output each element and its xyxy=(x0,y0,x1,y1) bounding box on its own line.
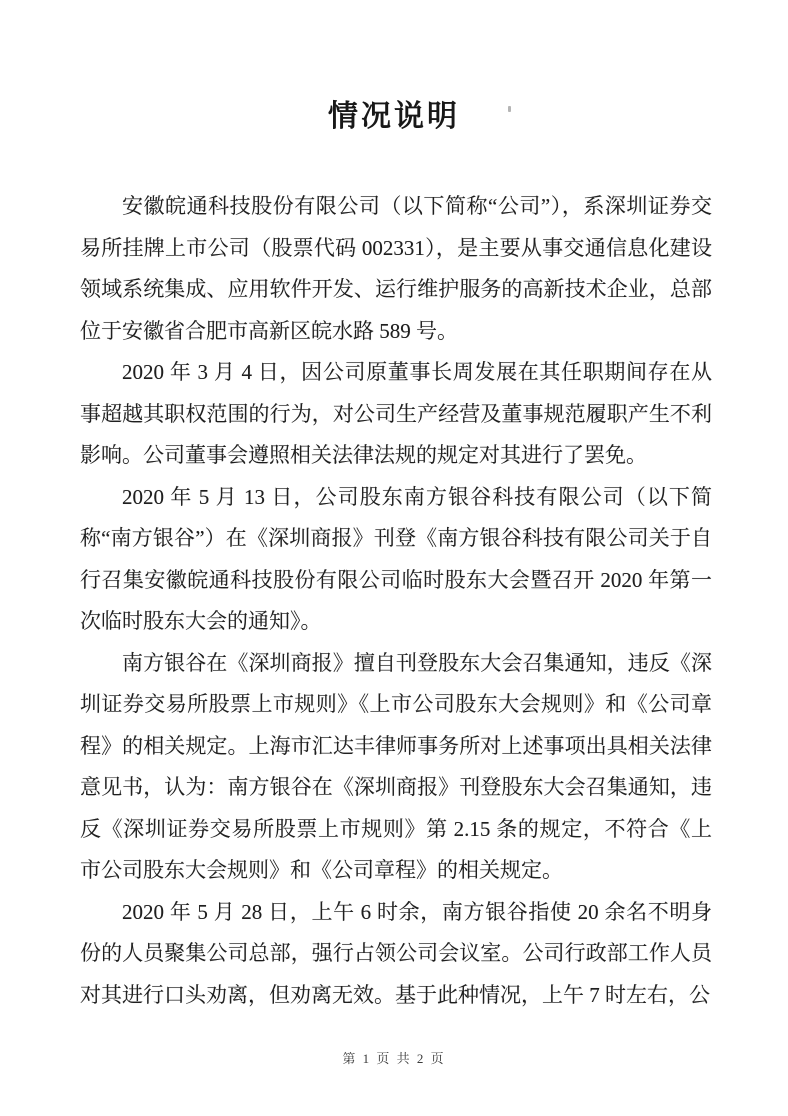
page-number-footer: 第 1 页 共 2 页 xyxy=(342,1051,446,1066)
paragraph: 2020 年 5 月 28 日，上午 6 时余，南方银谷指使 20 余名不明身份的人员聚集公司总部，强行占领公司会议室。公司行政部工作人员对其进行口头劝离，但劝离无效。基于此种情况，上午 7 时左右，公 xyxy=(80,899,712,1007)
paragraph: 安徽皖通科技股份有限公司（以下简称“公司”），系深圳证券交易所挂牌上市公司（股票代码 002331），是主要从事交通信息化建设领域系统集成、应用软件开发、运行维护服务的高新技术企业，总部位于安徽省合肥市高新区皖水路 589 号。 xyxy=(80,194,712,343)
paragraph: 2020 年 3 月 4 日，因公司原董事长周发展在其任职期间存在从事超越其职权范围的行为，对公司生产经营及董事规范履职产生不利影响。公司董事会遵照相关法律法规的规定对其进行了罢免。 xyxy=(80,360,712,467)
paragraph: 2020 年 5 月 13 日，公司股东南方银谷科技有限公司（以下简称“南方银谷”）在《深圳商报》刊登《南方银谷科技有限公司关于自行召集安徽皖通科技股份有限公司临时股东大会暨召开 2020 年第一次临时股东大会的通知》。 xyxy=(80,484,712,633)
paragraph: 南方银谷在《深圳商报》擅自刊登股东大会召集通知，违反《深圳证券交易所股票上市规则》《上市公司股东大会规则》和《公司章程》的相关规定。上海市汇达丰律师事务所对上述事项出具相关法律意见书，认为：南方银谷在《深圳商报》刊登股东大会召集通知，违反《深圳证券交易所股票上市规则》第 2.15 条的规定，不符合《上市公司股东大会规则》和《公司章程》的相关规定。 xyxy=(80,650,712,882)
document-title: 情况说明 xyxy=(328,100,460,133)
document-body xyxy=(80,186,712,1016)
scan-artifact xyxy=(508,106,511,112)
